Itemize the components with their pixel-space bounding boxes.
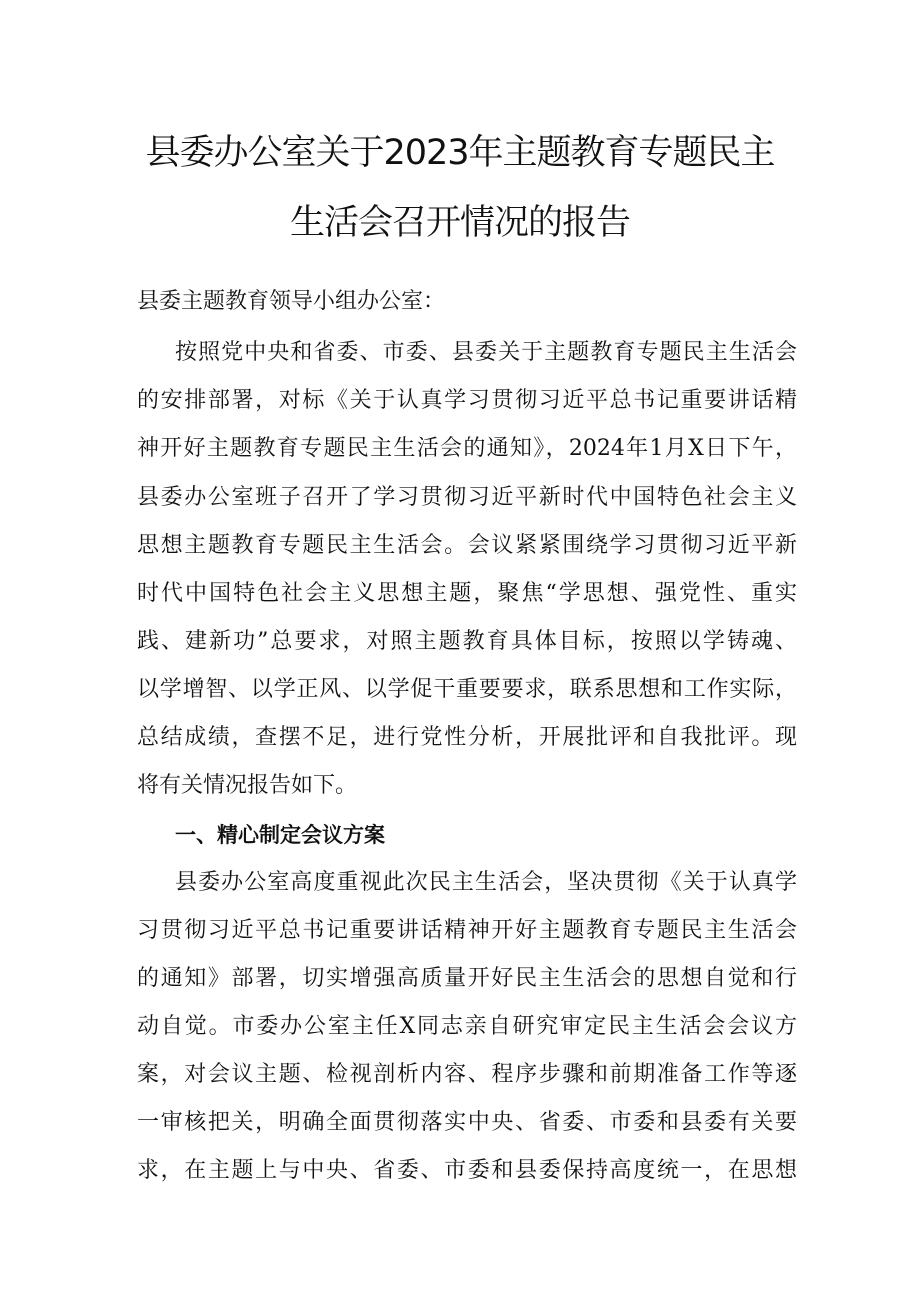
paragraph-2-line: 习贯彻习近平总书记重要讲话精神开好主题教育专题民主生活会 [137, 918, 797, 943]
document-title-line-2: 生活会召开情况的报告 [289, 203, 630, 243]
paragraph-2-line: 案，对会议主题、检视剖析内容、程序步骤和前期准备工作等逐 [137, 1062, 797, 1087]
paragraph-1-line: 按照党中央和省委、市委、县委关于主题教育专题民主生活会 [175, 340, 797, 365]
paragraph-2-line: 的通知》部署，切实增强高质量开好民主生活会的思想自觉和行 [137, 966, 797, 991]
paragraph-2-line: 动自觉。市委办公室主任X同志亲自研究审定民主生活会会议方 [137, 1014, 797, 1039]
paragraph-1-line: 神开好主题教育专题民主生活会的通知》，2024年1月X日下午， [137, 436, 797, 461]
paragraph-1-line: 思想主题教育专题民主生活会。会议紧紧围绕学习贯彻习近平新 [137, 533, 797, 558]
paragraph-2-line: 县委办公室高度重视此次民主生活会，坚决贯彻《关于认真学 [175, 870, 797, 895]
paragraph-1-line: 时代中国特色社会主义思想主题，聚焦“学思想、强党性、重实 [137, 581, 797, 606]
paragraph-1-line: 总结成绩，查摆不足，进行党性分析，开展批评和自我批评。现 [137, 725, 797, 750]
salutation: 县委主题教育领导小组办公室： [137, 289, 446, 314]
paragraph-2-line: 一审核把关，明确全面贯彻落实中央、省委、市委和县委有关要 [137, 1110, 797, 1135]
paragraph-2-line: 求，在主题上与中央、省委、市委和县委保持高度统一，在思想 [137, 1158, 797, 1183]
paragraph-1-line: 以学增智、以学正风、以学促干重要要求，联系思想和工作实际， [137, 677, 797, 702]
paragraph-1-line: 县委办公室班子召开了学习贯彻习近平新时代中国特色社会主义 [137, 485, 797, 510]
paragraph-1-line: 践、建新功”总要求，对照主题教育具体目标，按照以学铸魂、 [137, 629, 797, 654]
section-heading: 一、精心制定会议方案 [175, 823, 385, 847]
document-title-line-1: 县委办公室关于2023年主题教育专题民主 [145, 133, 775, 173]
paragraph-1-line: 将有关情况报告如下。 [137, 773, 358, 798]
paragraph-1-line: 的安排部署，对标《关于认真学习贯彻习近平总书记重要讲话精 [137, 388, 797, 413]
